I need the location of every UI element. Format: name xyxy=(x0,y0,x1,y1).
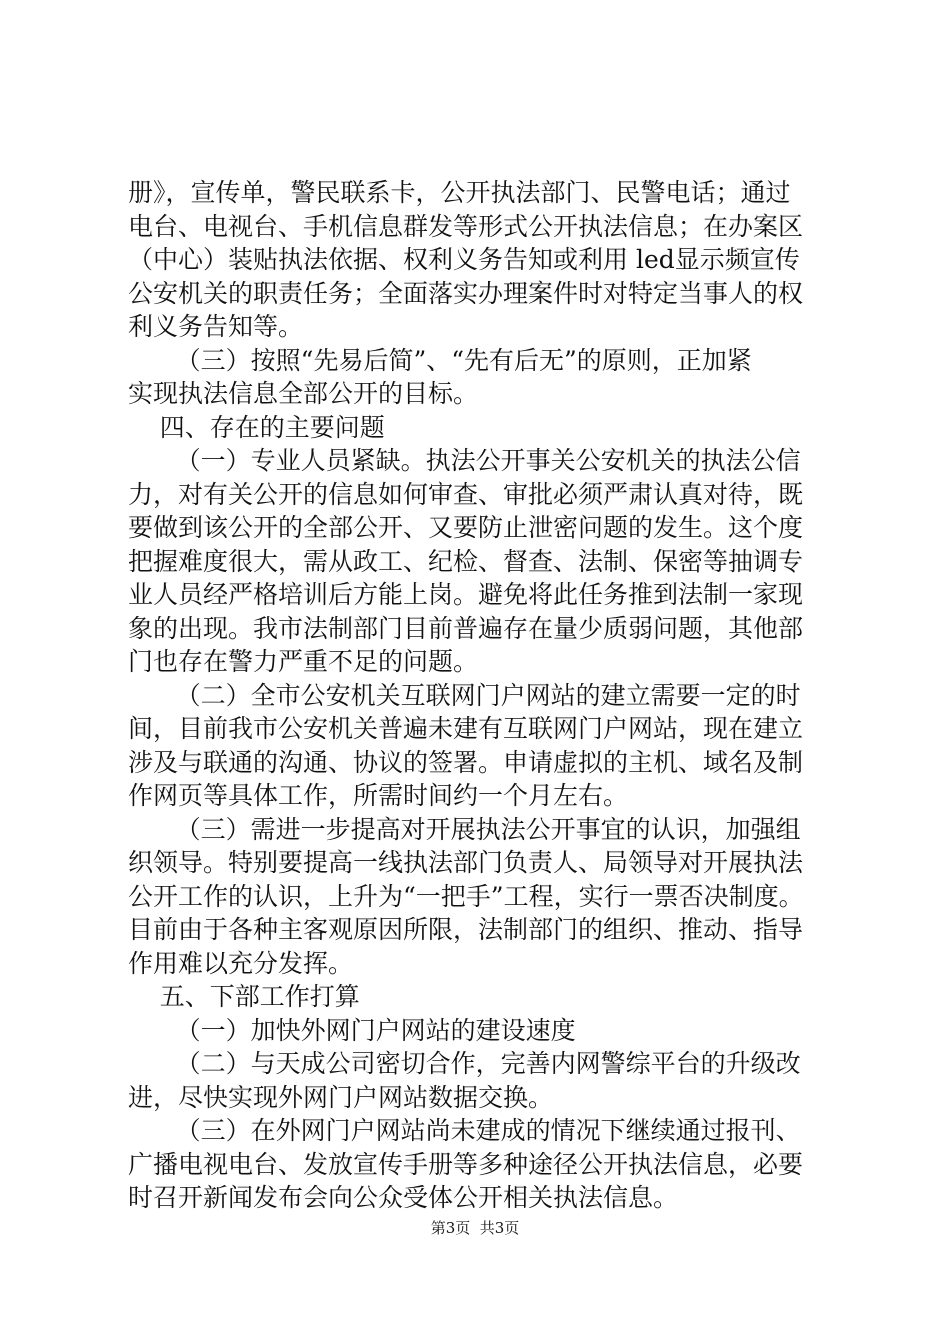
text-line: （三）按照“先易后简”、“先有后无”的原则，正加紧 xyxy=(128,345,752,375)
text-line: 门也存在警力严重不足的问题。 xyxy=(128,647,479,676)
section-heading: 五、下部工作打算 xyxy=(128,982,360,1011)
text-line: （一）加快外网门户网站的建设速度 xyxy=(128,1015,576,1045)
document-body xyxy=(128,176,840,1215)
text-line: （三）在外网门户网站尚未建成的情况下继续通过报刊、 xyxy=(128,1116,801,1145)
text-line: 作用难以充分发挥。 xyxy=(128,948,354,978)
text-line: 作网页等具体工作，所需时间约一个月左右。 xyxy=(128,781,629,810)
text-line: 间，目前我市公安机关普遍未建有互联网门户网站，现在建立 xyxy=(128,714,804,743)
text-line: （一）专业人员紧缺。执法公开事关公安机关的执法公信 xyxy=(128,446,801,475)
text-line: 利义务告知等。 xyxy=(128,312,304,341)
text-line: 把握难度很大，需从政工、纪检、督查、法制、保密等抽调专 xyxy=(128,546,804,576)
section-heading: 四、存在的主要问题 xyxy=(128,412,385,442)
text-line: 象的出现。我市法制部门目前普遍存在量少质弱问题，其他部 xyxy=(128,613,804,643)
text-line: 广播电视电台、发放宣传手册等多种途径公开执法信息，必要 xyxy=(128,1149,804,1179)
text-line: 目前由于各种主客观原因所限，法制部门的组织、推动、指导 xyxy=(128,915,804,944)
text-line: 实现执法信息全部公开的目标。 xyxy=(128,379,479,408)
text-line: 业人员经严格培训后方能上岗。避免将此任务推到法制一家现 xyxy=(128,580,804,609)
text-line: 织领导。特别要提高一线执法部门负责人、局领导对开展执法 xyxy=(128,848,804,877)
text-line: （中心）装贴执法依据、权利义务告知或利用 led显示频宣传 xyxy=(128,245,800,274)
text-line: （三）需进一步提高对开展执法公开事宜的认识，加强组 xyxy=(128,814,801,844)
text-line: 力，对有关公开的信息如何审查、审批必须严肃认真对待，既 xyxy=(128,479,804,509)
text-line: 进，尽快实现外网门户网站数据交换。 xyxy=(128,1082,554,1112)
text-line: 时召开新闻发布会向公众受体公开相关执法信息。 xyxy=(128,1183,679,1212)
text-line: 要做到该公开的全部公开、又要防止泄密问题的发生。这个度 xyxy=(128,513,804,542)
page-number-footer: 第3页 共3页 xyxy=(430,1219,520,1237)
text-line: 电台、电视台、手机信息群发等形式公开执法信息；在办案区 xyxy=(128,211,804,241)
text-line: （二）全市公安机关互联网门户网站的建立需要一定的时 xyxy=(128,680,801,710)
text-line: 公开工作的认识，上升为“一把手”工程，实行一票否决制度。 xyxy=(128,881,804,911)
text-line: 涉及与联通的沟通、协议的签署。申请虚拟的主机、域名及制 xyxy=(128,747,804,777)
text-line: （二）与天成公司密切合作，完善内网警综平台的升级改 xyxy=(128,1049,801,1078)
text-line: 册》，宣传单，警民联系卡，公开执法部门、民警电话；通过 xyxy=(128,178,791,207)
text-line: 公安机关的职责任务；全面落实办理案件时对特定当事人的权 xyxy=(128,278,804,308)
